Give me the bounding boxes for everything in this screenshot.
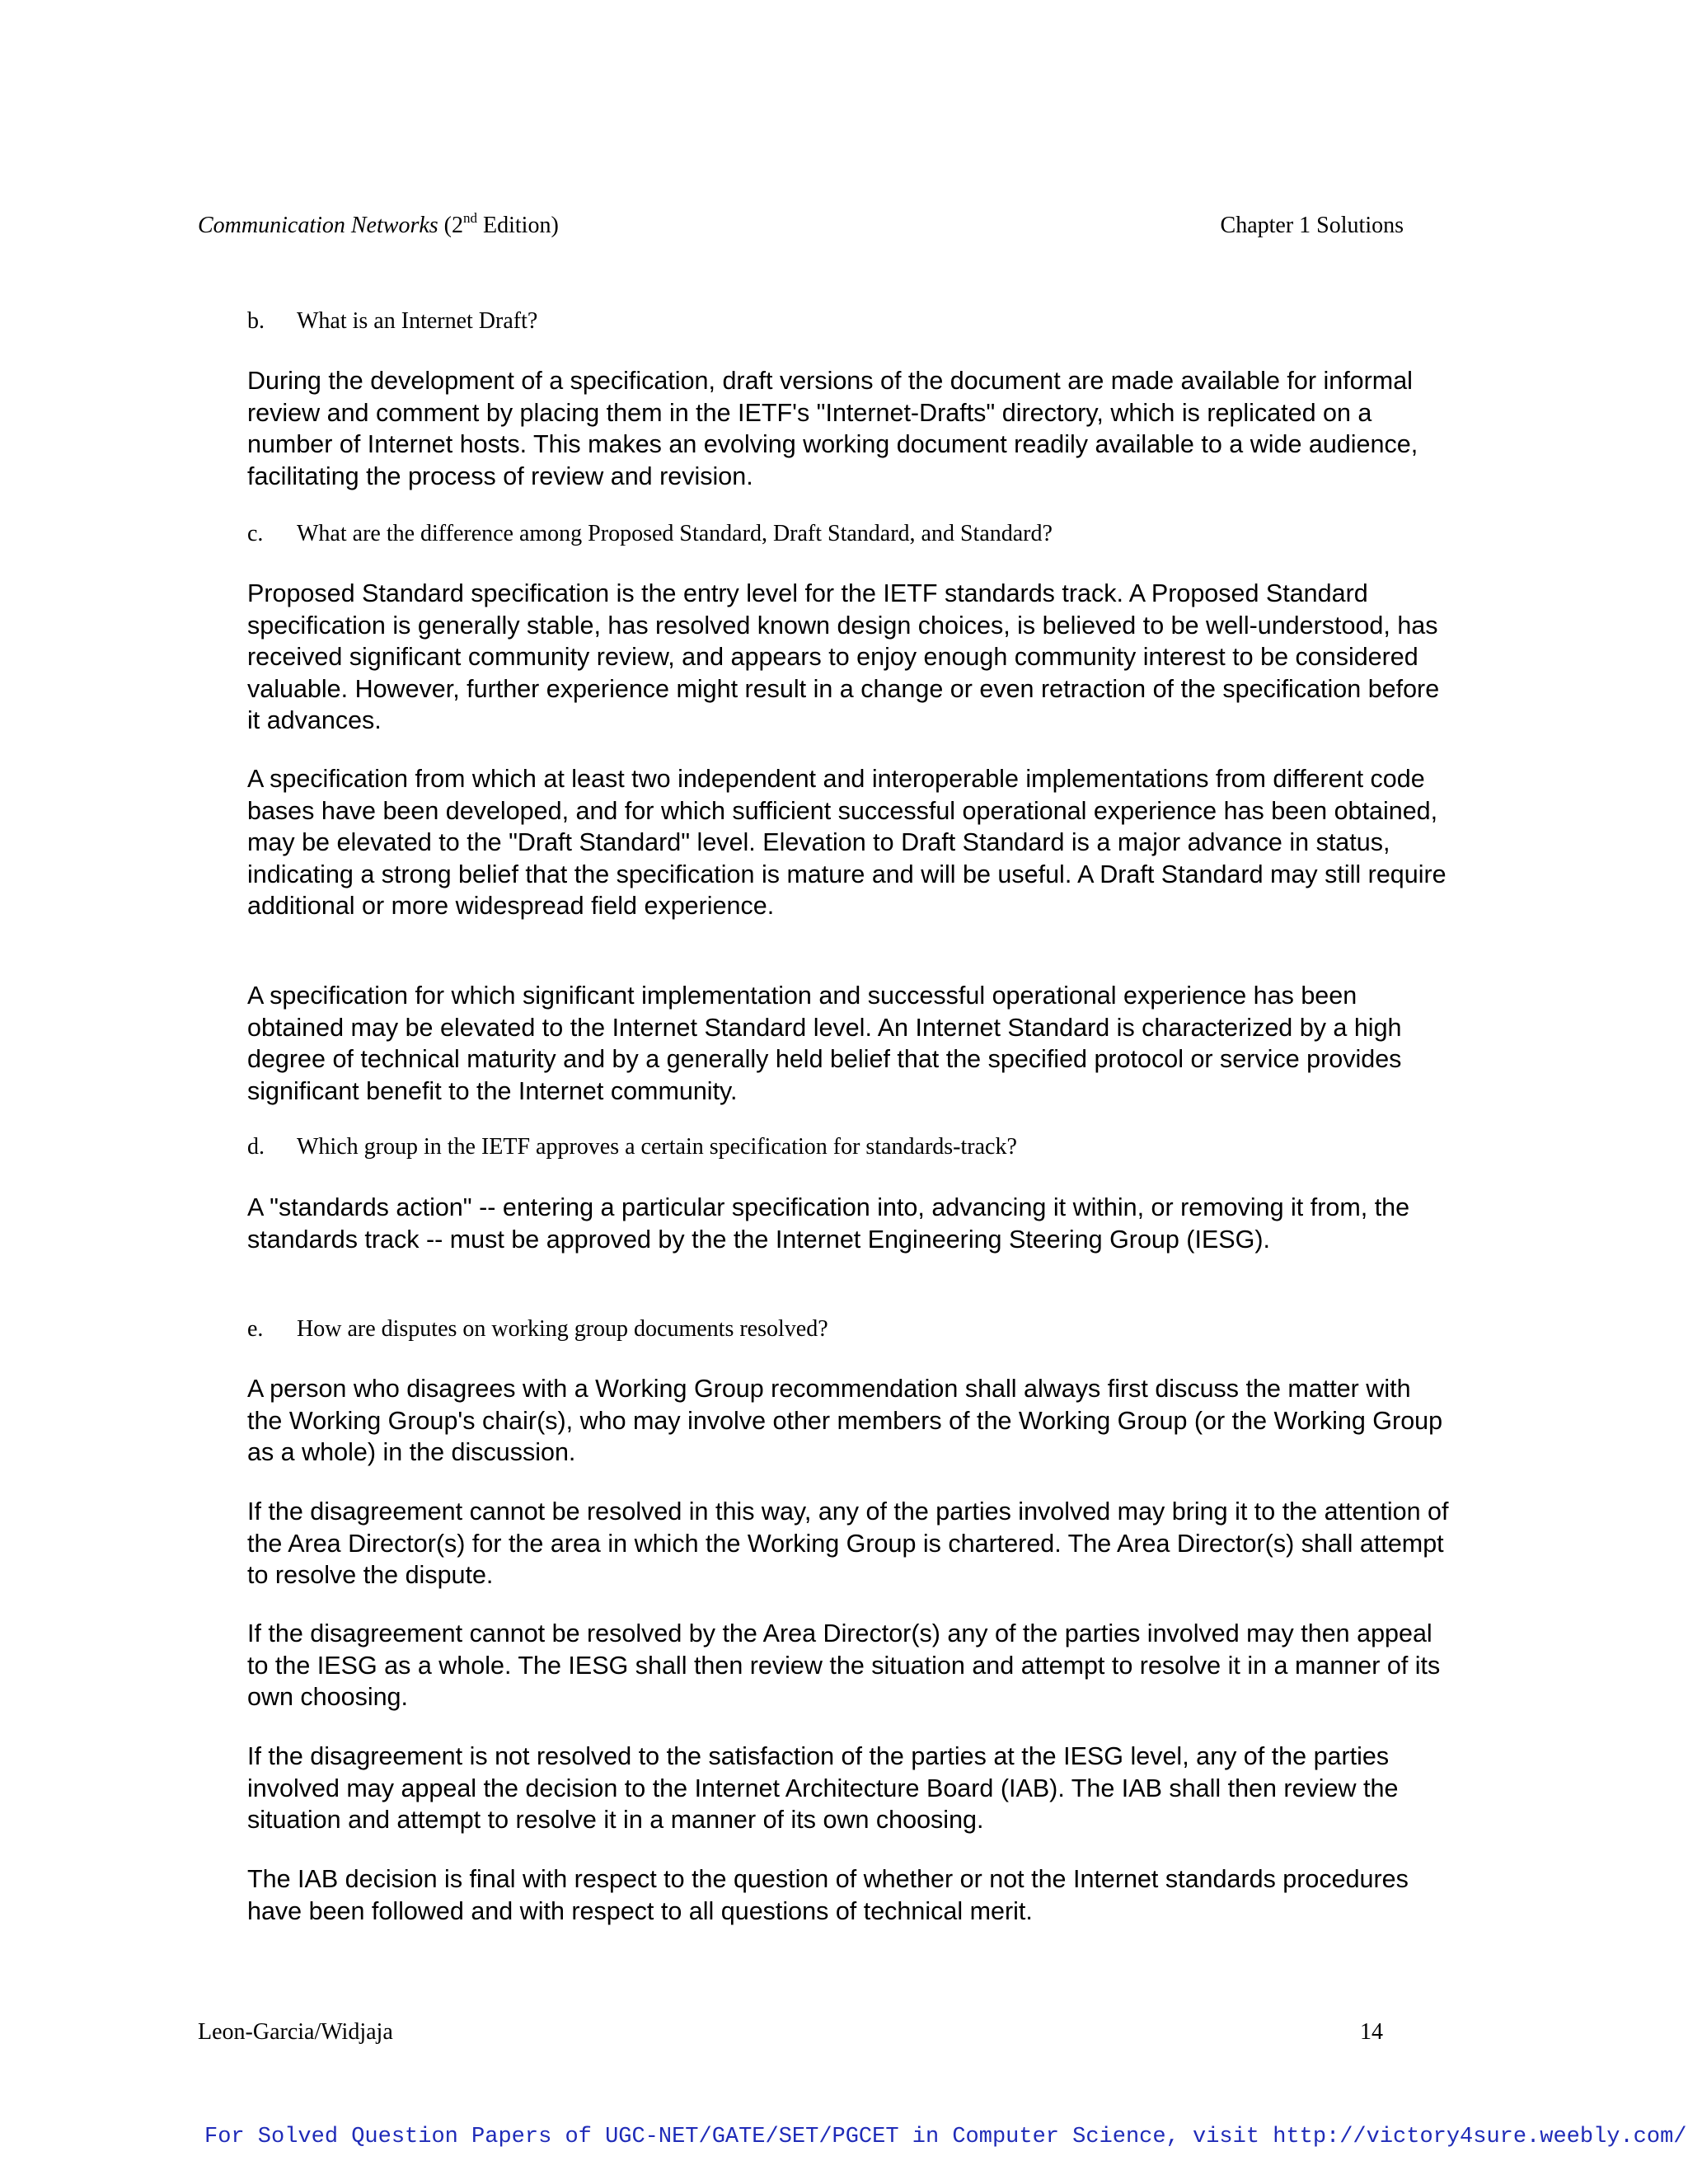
answer-paragraph: A "standards action" -- entering a particular specification into, advancing it within, or removing it from, the standards track -- must be approved by the the Internet Engineering Steering Group (IESG). bbox=[247, 1193, 1410, 1254]
answer-paragraph: A specification for which significant implementation and successful operational experience has been obtained may be elevated to the Internet Standard level. An Internet Standard is characterized by a high degree of technical maturity and by a generally held belief that the specified protocol or service provides significant benefit to the Internet community. bbox=[247, 982, 1402, 1105]
question-text: How are disputes on working group documents resolved? bbox=[297, 1316, 828, 1342]
edition-prefix: (2 bbox=[438, 213, 463, 238]
question-letter: b. bbox=[247, 308, 265, 334]
answer-paragraph: A specification from which at least two independent and interoperable implementations from different code bases have been developed, and for which sufficient successful operational experience has been obtained, may be elevated to the "Draft Standard" level. Elevation to Draft Standard is a major advance in status, indicating a strong belief that the specification is mature and will be useful. A Draft Standard may still require additional or more widespread field experience. bbox=[247, 765, 1447, 920]
question-text: Which group in the IETF approves a certain specification for standards-track? bbox=[297, 1134, 1017, 1160]
question-text: What are the difference among Proposed Standard, Draft Standard, and Standard? bbox=[297, 521, 1053, 546]
question-c bbox=[247, 519, 1053, 549]
question-text: What is an Internet Draft? bbox=[297, 308, 538, 334]
question-e bbox=[247, 1315, 828, 1344]
answer-paragraph: Proposed Standard specification is the entry level for the IETF standards track. A Proposed Standard specification is generally stable, has resolved known design choices, is believed to be well-understood, has received significant community review, and appears to enjoy enough community interest to be considered valuable. However, further experience might result in a change or even retraction of the specification before it advances. bbox=[247, 579, 1440, 734]
question-b bbox=[247, 307, 537, 336]
edition-suffix: Edition) bbox=[477, 213, 559, 238]
answer-paragraph: If the disagreement cannot be resolved by the Area Director(s) any of the parties involved may then appeal to the IESG as a whole. The IESG shall then review the situation and attempt to resolve it in a manner of its own choosing. bbox=[247, 1619, 1441, 1711]
answer-paragraph: If the disagreement is not resolved to the satisfaction of the parties at the IESG level, any of the parties involved may appeal the decision to the Internet Architecture Board (IAB). The IAB shall then review the situation and attempt to resolve it in a manner of its own choosing. bbox=[247, 1742, 1399, 1834]
question-d bbox=[247, 1132, 1017, 1162]
book-title: Communication Networks bbox=[198, 213, 438, 238]
question-letter: c. bbox=[247, 521, 264, 546]
answer-paragraph: The IAB decision is final with respect to the question of whether or not the Internet standards procedures have been followed and with respect to all questions of technical merit. bbox=[247, 1865, 1409, 1925]
edition-superscript: nd bbox=[463, 210, 477, 226]
running-header-chapter: Chapter 1 Solutions bbox=[1220, 213, 1404, 238]
question-letter: e. bbox=[247, 1316, 264, 1342]
answer-paragraph: If the disagreement cannot be resolved in this way, any of the parties involved may bring it to the attention of the Area Director(s) for the area in which the Working Group is chartered. The Area Director(s) shall attempt to resolve the dispute. bbox=[247, 1497, 1449, 1589]
footer-authors: Leon-Garcia/Widjaja bbox=[198, 2019, 393, 2045]
running-header-title bbox=[198, 211, 559, 241]
promo-link-banner[interactable]: For Solved Question Papers of UGC-NET/GATE/SET/PGCET in Computer Science, visit http://victory4sure.weebly.com/ bbox=[204, 2125, 1687, 2149]
question-letter: d. bbox=[247, 1134, 265, 1160]
page-number: 14 bbox=[1360, 2019, 1383, 2045]
answer-paragraph: During the development of a specification, draft versions of the document are made available for informal review and comment by placing them in the IETF's "Internet-Drafts" directory, which is replicated on a number of Internet hosts. This makes an evolving working document readily available to a wide audience, facilitating the process of review and revision. bbox=[247, 367, 1418, 490]
answer-paragraph: A person who disagrees with a Working Group recommendation shall always first discuss the matter with the Working Group's chair(s), who may involve other members of the Working Group (or the Working Group as a whole) in the discussion. bbox=[247, 1375, 1443, 1466]
